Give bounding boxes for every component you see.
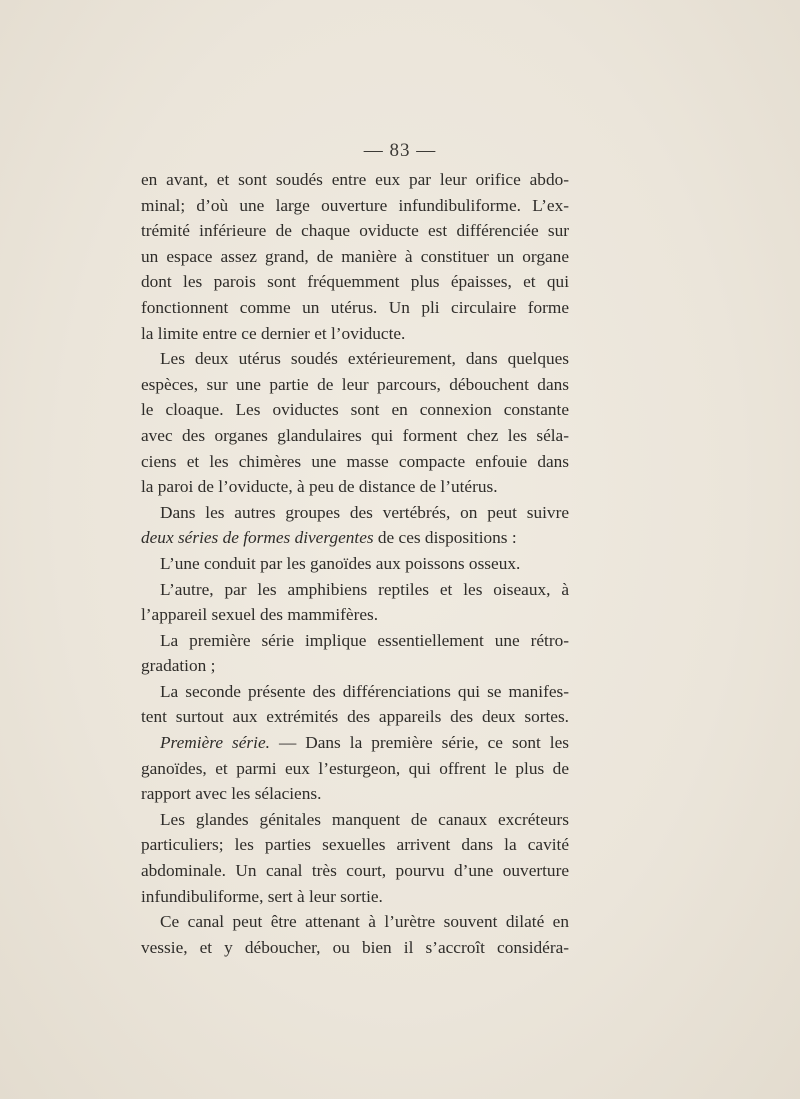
text-line: ciens et les chimères une masse compacte enfouie dans <box>141 451 569 471</box>
text-line: dont les parois sont fréquemment plus épaisses, et qui <box>141 272 569 292</box>
text-line: infundibuliforme, sert à leur sortie. <box>141 886 383 906</box>
text-line: La seconde présente des différenciations qui se manifes- <box>160 681 569 701</box>
text-line: trémité inférieure de chaque oviducte est différenciée sur <box>141 221 569 241</box>
text-line: un espace assez grand, de manière à constituer un organe <box>141 246 569 266</box>
text-line: espèces, sur une partie de leur parcours, débouchent dans <box>141 374 569 394</box>
text-line: la limite entre ce dernier et l’oviducte. <box>141 323 406 343</box>
text-line: gradation ; <box>141 656 216 676</box>
text-line: avec des organes glandulaires qui forment chez les séla- <box>141 425 569 445</box>
text-line: Les glandes génitales manquent de canaux excréteurs <box>160 809 569 829</box>
text-line: particuliers; les parties sexuelles arrivent dans la cavité <box>141 835 569 855</box>
page-number: — 83 — <box>363 140 437 161</box>
text-fragment: — Dans la première série, ce sont les <box>269 733 570 753</box>
text-line: ganoïdes, et parmi eux l’esturgeon, qui offrent le plus de <box>141 758 569 778</box>
text-line: Dans les autres groupes des vertébrés, on peut suivre <box>160 502 569 522</box>
text-line: tent surtout aux extrémités des appareils des deux sortes. <box>141 707 569 727</box>
text-line: la paroi de l’oviducte, à peu de distance de l’utérus. <box>141 477 498 497</box>
body-text <box>141 167 569 960</box>
text-line: minal; d’où une large ouverture infundibuliforme. L’ex- <box>141 195 569 215</box>
text-line: l’appareil sexuel des mammifères. <box>141 605 379 625</box>
text-line: Les deux utérus soudés extérieurement, dans quelques <box>160 349 569 369</box>
text-line: L’autre, par les amphibiens reptiles et les oiseaux, à <box>160 579 569 599</box>
text-line: L’une conduit par les ganoïdes aux poissons osseux. <box>160 553 521 573</box>
text-fragment: de ces dispositions : <box>373 528 517 548</box>
text-line: abdominale. Un canal très court, pourvu d’une ouverture <box>141 861 569 881</box>
text-line: vessie, et y déboucher, ou bien il s’accroît considéra- <box>141 937 569 957</box>
italic-phrase: Première série. <box>160 733 270 753</box>
text-line: rapport avec les sélaciens. <box>141 784 322 804</box>
italic-phrase: deux séries de formes divergentes <box>141 528 374 548</box>
text-line: La première série implique essentiellement une rétro- <box>160 630 569 650</box>
text-line: le cloaque. Les oviductes sont en connexion constante <box>141 400 569 420</box>
text-line <box>141 525 569 551</box>
text-line: fonctionnent comme un utérus. Un pli circulaire forme <box>141 297 569 317</box>
text-line: en avant, et sont soudés entre eux par leur orifice abdo- <box>141 170 569 189</box>
text-line <box>141 730 569 756</box>
text-line: Ce canal peut être attenant à l’urètre souvent dilaté en <box>160 912 569 932</box>
